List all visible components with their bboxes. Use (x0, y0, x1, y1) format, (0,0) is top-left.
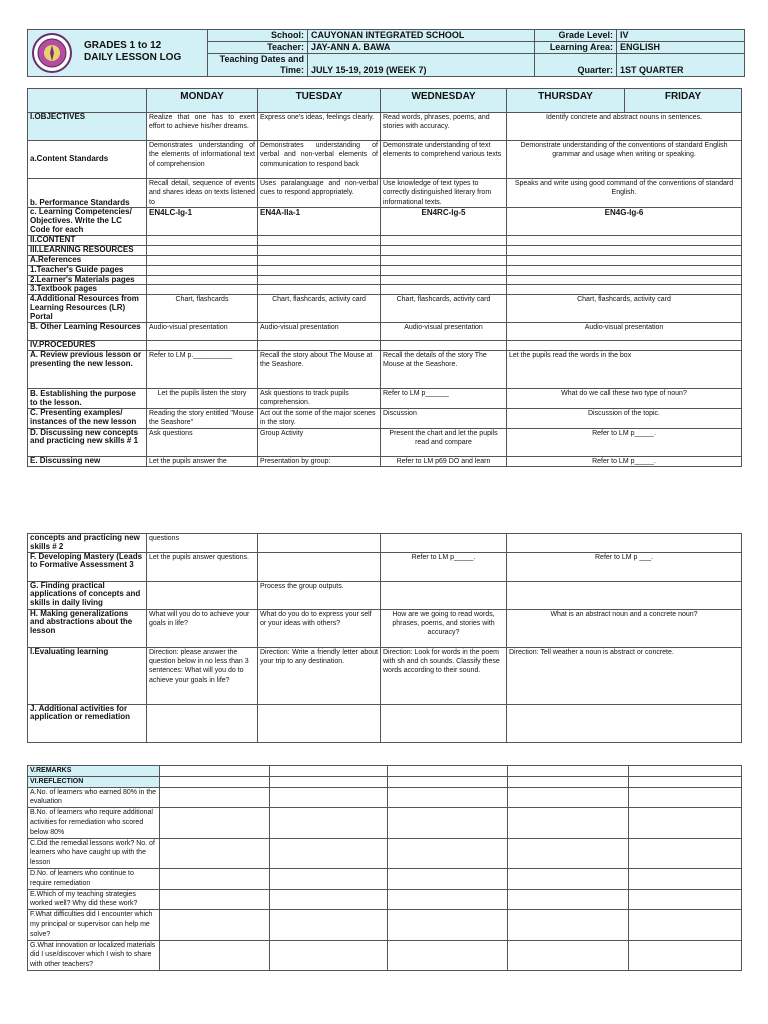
teacher-label: Teacher: (208, 42, 308, 54)
label-teachers-guide: 1.Teacher's Guide pages (28, 265, 147, 275)
cell-i-tue: Direction: Write a friendly letter about your trip to any destination. (258, 647, 381, 704)
cell-g-tue: Process the group outputs. (258, 581, 381, 609)
label-learners-materials: 2.Learner's Materials pages (28, 275, 147, 285)
corner-cell (28, 89, 147, 113)
label-content-standards: a.Content Standards (28, 141, 147, 179)
cell-obj-tue: Express one's ideas, feelings clearly. (258, 113, 381, 141)
cell-e-wed: Refer to LM p69 DO and learn (381, 456, 507, 466)
cell-ps-tue: Uses paralanguage and non-verbal cues to respond appropriately. (258, 179, 381, 208)
cell-i-mon: Direction: please answer the question below in no less than 3 sentences: What will you do to achieve your goals in life? (147, 647, 258, 704)
label-content: II.CONTENT (28, 236, 147, 246)
label-proc-f: F. Developing Mastery (Leads to Formative Assessment 3 (28, 552, 147, 581)
cell-h-thu: What is an abstract noun and a concrete noun? (507, 609, 742, 647)
label-proc-h: H. Making generalizations and abstractions about the lesson (28, 609, 147, 647)
quarter-value: 1ST QUARTER (617, 54, 745, 77)
cell-add-thu: Chart, flashcards, activity card (507, 295, 742, 323)
cell-lc-mon: EN4LC-Ig-1 (147, 208, 258, 236)
reflection-e: E.Which of my teaching strategies worked well? Why did these work? (28, 889, 160, 910)
cell-h-mon: What will you do to achieve your goals in life? (147, 609, 258, 647)
cell-c-mon: Reading the story entitled "Mouse the Seashore" (147, 408, 258, 428)
area-label: Learning Area: (535, 42, 617, 54)
cell-ps-thu: Speaks and write using good command of the conventions of standard English. (507, 179, 742, 208)
label-procedures: IV.PROCEDURES (28, 341, 147, 351)
quarter-label: Quarter: (535, 54, 617, 77)
label-proc-g: G. Finding practical applications of concepts and skills in daily living (28, 581, 147, 609)
cell-c-thu: Discussion of the topic. (507, 408, 742, 428)
cell-f-thu: Refer to LM p ___. (507, 552, 742, 581)
cell-cs-tue: Demonstrates understanding of verbal and non-verbal elements of communication to respond back (258, 141, 381, 179)
cell-add-wed: Chart, flashcards, activity card (381, 295, 507, 323)
cell-oth-tue: Audio-visual presentation (258, 323, 381, 341)
cell-ps-mon: Recall detail, sequence of events and shares ideas on texts listened to (147, 179, 258, 208)
teacher-value: JAY-ANN A. BAWA (308, 42, 535, 54)
lesson-table-part1 (27, 88, 742, 467)
label-objectives: I.OBJECTIVES (28, 113, 147, 141)
cell-lc-wed: EN4RC-Ig-5 (381, 208, 507, 236)
label-proc-c: C. Presenting examples/ instances of the new lesson (28, 408, 147, 428)
header-title-cell (28, 30, 208, 77)
cell-h-tue: What do you do to express your self or your ideas with others? (258, 609, 381, 647)
label-references: A.References (28, 255, 147, 265)
day-monday: MONDAY (147, 89, 258, 113)
cell-f-mon: Let the pupils answer questions. (147, 552, 258, 581)
cell-d-tue: Group Activity (258, 428, 381, 456)
reflection-a: A.No. of learners who earned 80% in the evaluation (28, 787, 160, 808)
cell-i-wed: Direction: Look for words in the poem with sh and ch sounds. Classify these words according to their sound. (381, 647, 507, 704)
grade-label: Grade Level: (535, 30, 617, 42)
label-proc-a: A. Review previous lesson or presenting the new lesson. (28, 350, 147, 388)
reflection-f: F.What difficulties did I encounter which my principal or supervisor can help me solve? (28, 910, 160, 940)
cell-a-tue: Recall the story about The Mouse at the Seashore. (258, 350, 381, 388)
cell-oth-mon: Audio-visual presentation (147, 323, 258, 341)
cell-b-thu: What do we call these two type of noun? (507, 388, 742, 408)
label-competencies: c. Learning Competencies/ Objectives. Write the LC Code for each (28, 208, 147, 236)
school-label: School: (208, 30, 308, 42)
cell-obj-thu: Identify concrete and abstract nouns in sentences. (507, 113, 742, 141)
label-textbook: 3.Textbook pages (28, 285, 147, 295)
header-table (27, 29, 745, 77)
day-friday: FRIDAY (625, 89, 742, 113)
label-proc-d: D. Discussing new concepts and practicing new skills # 1 (28, 428, 147, 456)
cell-add-mon: Chart, flashcards (147, 295, 258, 323)
grade-value: IV (617, 30, 745, 42)
cell-obj-wed: Read words, phrases, poems, and stories with accuracy. (381, 113, 507, 141)
cell-e-tue: Presentation by group: (258, 456, 381, 466)
cell-h-wed: How are we going to read words, phrases, poems, and stories with accuracy? (381, 609, 507, 647)
label-proc-b: B. Establishing the purpose to the lesson. (28, 388, 147, 408)
label-proc-j: J. Additional activities for application or remediation (28, 704, 147, 742)
dates-label: Teaching Dates and Time: (208, 54, 308, 77)
cell-c-wed: Discussion (381, 408, 507, 428)
cell-d-mon: Ask questions (147, 428, 258, 456)
label-remarks: V.REMARKS (28, 766, 160, 777)
area-value: ENGLISH (617, 42, 745, 54)
label-other-resources: B. Other Learning Resources (28, 323, 147, 341)
label-performance-standards: b. Performance Standards (28, 179, 147, 208)
label-learning-resources: III.LEARNING RESOURCES (28, 246, 147, 256)
cell-oth-wed: Audio-visual presentation (381, 323, 507, 341)
cell-lc-tue: EN4A-IIa-1 (258, 208, 381, 236)
cell-add-tue: Chart, flashcards, activity card (258, 295, 381, 323)
label-proc-e: E. Discussing new (28, 456, 147, 466)
reflection-d: D.No. of learners who continue to require remediation (28, 868, 160, 889)
cell-b-tue: Ask questions to track pupils comprehension. (258, 388, 381, 408)
cell-a-mon: Refer to LM p.__________ (147, 350, 258, 388)
label-proc-e-cont: concepts and practicing new skills # 2 (28, 534, 147, 553)
cell-c-tue: Act out the some of the major scenes in the story. (258, 408, 381, 428)
day-wednesday: WEDNESDAY (381, 89, 507, 113)
cell-cs-wed: Demonstrate understanding of text elements to comprehend various texts (381, 141, 507, 179)
cell-e-mon: Let the pupils answer the (147, 456, 258, 466)
cell-cs-mon: Demonstrates understanding of the elements of informational text of comprehension (147, 141, 258, 179)
cell-f-wed: Refer to LM p_____. (381, 552, 507, 581)
doc-title-line1: GRADES 1 to 12 (84, 40, 162, 51)
day-tuesday: TUESDAY (258, 89, 381, 113)
cell-obj-mon: Realize that one has to exert effort to achieve his/her dreams. (147, 113, 258, 141)
reflection-b: B.No. of learners who require additional activities for remediation who scored below 80% (28, 808, 160, 838)
deped-seal-icon (32, 33, 72, 73)
cell-i-thu: Direction: Tell weather a noun is abstract or concrete. (507, 647, 742, 704)
label-additional-resources: 4.Additional Resources from Learning Resources (LR) Portal (28, 295, 147, 323)
reflection-c: C.Did the remedial lessons work? No. of learners who have caught up with the lesson (28, 838, 160, 868)
cell-a-wed: Recall the details of the story The Mouse at the Seashore. (381, 350, 507, 388)
cell-ps-wed: Use knowledge of text types to correctly distinguished literary from informational texts. (381, 179, 507, 208)
lesson-table-part2 (27, 533, 742, 743)
doc-title-line2: DAILY LESSON LOG (84, 52, 182, 63)
cell-d-thu: Refer to LM p_____. (507, 428, 742, 456)
cell-e-thu: Refer to LM p_____. (507, 456, 742, 466)
cell-a-thu: Let the pupils read the words in the box (507, 350, 742, 388)
label-proc-i: I.Evaluating learning (28, 647, 147, 704)
cell-cs-thu: Demonstrate understanding of the conventions of standard English grammar and usage when writing or speaking. (507, 141, 742, 179)
cell-lc-thu: EN4G-Ig-6 (507, 208, 742, 236)
label-reflection: VI.REFLECTION (28, 776, 160, 787)
school-value: CAUYONAN INTEGRATED SCHOOL (308, 30, 535, 42)
reflection-g: G.What innovation or localized materials did I use/discover which I wish to share with other teachers? (28, 940, 160, 970)
cell-oth-thu: Audio-visual presentation (507, 323, 742, 341)
cell-d-wed: Present the chart and let the pupils read and compare (381, 428, 507, 456)
cell-e-mon-cont: questions (147, 534, 258, 553)
cell-b-wed: Refer to LM p______ (381, 388, 507, 408)
reflection-table (27, 765, 742, 971)
dates-value: JULY 15-19, 2019 (WEEK 7) (308, 54, 535, 77)
day-thursday: THURSDAY (507, 89, 625, 113)
cell-b-mon: Let the pupils listen the story (147, 388, 258, 408)
